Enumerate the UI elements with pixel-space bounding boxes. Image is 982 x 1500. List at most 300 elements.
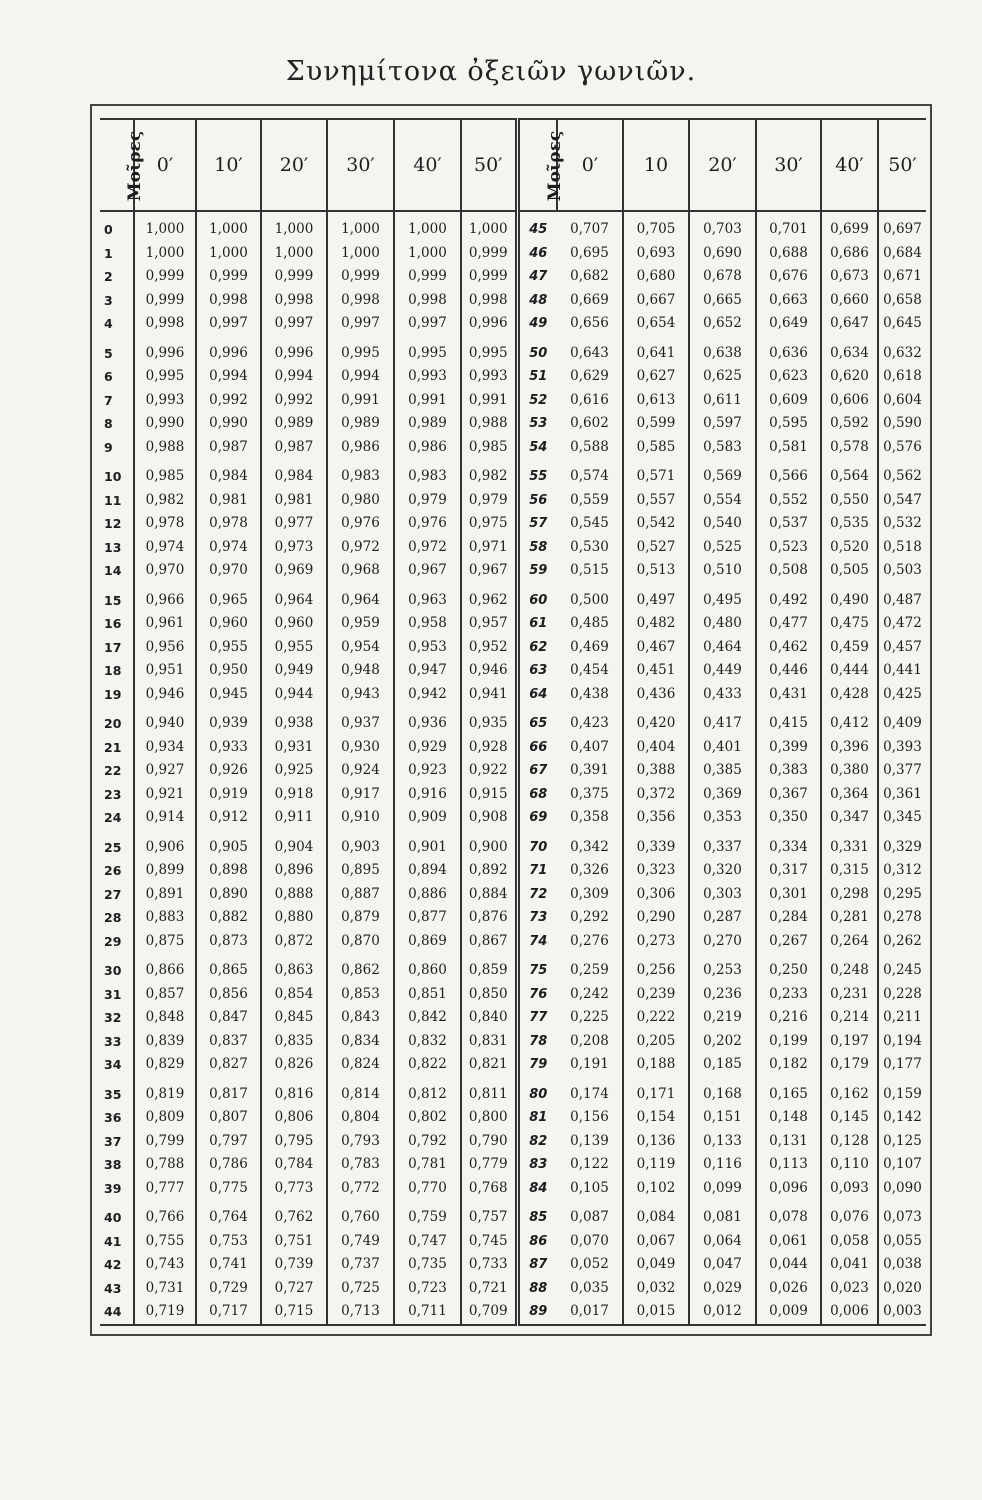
value-cell: 0,800 bbox=[461, 1106, 517, 1130]
value-cell: 0,364 bbox=[821, 783, 878, 807]
value-cell: 0,073 bbox=[878, 1200, 926, 1230]
value-cell: 0,892 bbox=[461, 859, 517, 883]
value-cell: 0,523 bbox=[756, 536, 821, 560]
degree-cell: 45 bbox=[517, 211, 557, 242]
value-cell: 0,096 bbox=[756, 1177, 821, 1201]
table-row bbox=[100, 512, 926, 536]
value-cell: 0,994 bbox=[327, 365, 394, 389]
value-cell: 0,817 bbox=[196, 1077, 261, 1107]
value-cell: 0,996 bbox=[261, 336, 327, 366]
table-row bbox=[100, 1200, 926, 1230]
minute-header: 20′ bbox=[689, 119, 756, 211]
value-cell: 0,638 bbox=[689, 336, 756, 366]
value-cell: 0,847 bbox=[196, 1006, 261, 1030]
value-cell: 0,690 bbox=[689, 242, 756, 266]
value-cell: 0,087 bbox=[570, 1209, 609, 1225]
degree-cell: 51 bbox=[517, 365, 557, 389]
degree-cell: 11 bbox=[104, 492, 122, 508]
degree-cell: 3 bbox=[104, 292, 113, 308]
value-cell: 0,934 bbox=[134, 736, 196, 760]
value-cell: 0,457 bbox=[878, 636, 926, 660]
value-cell: 0,462 bbox=[756, 636, 821, 660]
degree-cell: 14 bbox=[104, 563, 122, 578]
value-cell: 0,994 bbox=[261, 365, 327, 389]
cosine-table bbox=[100, 118, 926, 1326]
value-cell: 0,613 bbox=[623, 389, 689, 413]
degree-cell: 76 bbox=[517, 983, 557, 1007]
value-cell: 0,965 bbox=[196, 583, 261, 613]
value-cell: 0,900 bbox=[461, 830, 517, 860]
table-row bbox=[100, 1053, 926, 1077]
table-row bbox=[100, 930, 926, 954]
degree-cell: 55 bbox=[517, 459, 557, 489]
value-cell: 0,835 bbox=[261, 1030, 327, 1054]
table-row bbox=[100, 365, 926, 389]
value-cell: 0,464 bbox=[689, 636, 756, 660]
value-cell: 0,903 bbox=[327, 830, 394, 860]
value-cell: 0,656 bbox=[570, 315, 609, 331]
value-cell: 0,886 bbox=[394, 883, 461, 907]
value-cell: 0,845 bbox=[261, 1006, 327, 1030]
value-cell: 0,093 bbox=[821, 1177, 878, 1201]
value-cell: 0,500 bbox=[570, 591, 609, 608]
value-cell: 0,467 bbox=[623, 636, 689, 660]
value-cell: 0,997 bbox=[394, 312, 461, 336]
value-cell: 0,214 bbox=[821, 1006, 878, 1030]
value-cell: 0,930 bbox=[327, 736, 394, 760]
value-cell: 0,550 bbox=[821, 489, 878, 513]
value-cell: 0,569 bbox=[689, 459, 756, 489]
minute-header: 10′ bbox=[196, 119, 261, 211]
value-cell: 0,999 bbox=[461, 242, 517, 266]
value-cell: 0,938 bbox=[261, 706, 327, 736]
value-cell: 0,929 bbox=[394, 736, 461, 760]
value-cell: 0,753 bbox=[196, 1230, 261, 1254]
value-cell: 0,168 bbox=[689, 1077, 756, 1107]
value-cell: 0,020 bbox=[878, 1277, 926, 1301]
degree-cell: 43 bbox=[104, 1280, 122, 1296]
value-cell: 0,510 bbox=[689, 559, 756, 583]
value-cell: 0,997 bbox=[261, 312, 327, 336]
table-row bbox=[100, 389, 926, 413]
value-cell: 0,449 bbox=[689, 659, 756, 683]
value-cell: 0,323 bbox=[623, 859, 689, 883]
value-cell: 0,574 bbox=[570, 468, 609, 484]
value-cell: 0,994 bbox=[196, 365, 261, 389]
value-cell: 0,799 bbox=[134, 1130, 196, 1154]
value-cell: 0,693 bbox=[623, 242, 689, 266]
value-cell: 0,970 bbox=[196, 559, 261, 583]
value-cell: 0,554 bbox=[689, 489, 756, 513]
value-cell: 0,317 bbox=[756, 859, 821, 883]
value-cell: 0,985 bbox=[134, 459, 196, 489]
value-cell: 0,345 bbox=[878, 806, 926, 830]
value-cell: 0,281 bbox=[821, 906, 878, 930]
value-cell: 0,980 bbox=[327, 489, 394, 513]
value-cell: 0,383 bbox=[756, 759, 821, 783]
value-cell: 0,960 bbox=[196, 612, 261, 636]
value-cell: 0,948 bbox=[327, 659, 394, 683]
value-cell: 0,652 bbox=[689, 312, 756, 336]
value-cell: 0,896 bbox=[261, 859, 327, 883]
value-cell: 0,995 bbox=[134, 365, 196, 389]
value-cell: 0,222 bbox=[623, 1006, 689, 1030]
degree-cell: 80 bbox=[517, 1077, 557, 1107]
header-row bbox=[100, 119, 926, 211]
value-cell: 0,966 bbox=[134, 583, 196, 613]
value-cell: 0,901 bbox=[394, 830, 461, 860]
degree-cell: 26 bbox=[104, 863, 122, 878]
value-cell: 0,520 bbox=[821, 536, 878, 560]
value-cell: 0,857 bbox=[134, 983, 196, 1007]
value-cell: 0,955 bbox=[196, 636, 261, 660]
value-cell: 0,559 bbox=[570, 491, 609, 508]
value-cell: 0,824 bbox=[327, 1053, 394, 1077]
value-cell: 0,866 bbox=[134, 953, 196, 983]
value-cell: 0,571 bbox=[623, 459, 689, 489]
degree-cell: 38 bbox=[104, 1157, 122, 1172]
value-cell: 0,872 bbox=[261, 930, 327, 954]
value-cell: 0,177 bbox=[878, 1053, 926, 1077]
value-cell: 0,961 bbox=[134, 612, 196, 636]
value-cell: 0,044 bbox=[756, 1253, 821, 1277]
value-cell: 0,219 bbox=[689, 1006, 756, 1030]
value-cell: 0,786 bbox=[196, 1153, 261, 1177]
table-row bbox=[100, 830, 926, 860]
value-cell: 0,989 bbox=[327, 412, 394, 436]
value-cell: 0,831 bbox=[461, 1030, 517, 1054]
value-cell: 0,995 bbox=[327, 336, 394, 366]
value-cell: 0,762 bbox=[261, 1200, 327, 1230]
value-cell: 0,125 bbox=[878, 1130, 926, 1154]
degree-cell: 68 bbox=[517, 783, 557, 807]
value-cell: 0,867 bbox=[461, 930, 517, 954]
value-cell: 0,697 bbox=[878, 211, 926, 242]
value-cell: 0,737 bbox=[327, 1253, 394, 1277]
value-cell: 0,770 bbox=[394, 1177, 461, 1201]
value-cell: 1,000 bbox=[461, 211, 517, 242]
degree-cell: 52 bbox=[517, 389, 557, 413]
value-cell: 0,006 bbox=[821, 1300, 878, 1325]
value-cell: 0,128 bbox=[821, 1130, 878, 1154]
value-cell: 0,745 bbox=[461, 1230, 517, 1254]
value-cell: 0,154 bbox=[623, 1106, 689, 1130]
degree-cell: 30 bbox=[104, 963, 122, 978]
value-cell: 0,992 bbox=[196, 389, 261, 413]
value-cell: 0,326 bbox=[570, 862, 609, 878]
value-cell: 0,998 bbox=[196, 289, 261, 313]
value-cell: 0,273 bbox=[623, 930, 689, 954]
value-cell: 0,295 bbox=[878, 883, 926, 907]
table-row bbox=[100, 559, 926, 583]
degree-cell: 89 bbox=[517, 1300, 557, 1325]
value-cell: 0,064 bbox=[689, 1230, 756, 1254]
value-cell: 0,999 bbox=[196, 265, 261, 289]
value-cell: 0,331 bbox=[821, 830, 878, 860]
value-cell: 0,583 bbox=[689, 436, 756, 460]
value-cell: 0,953 bbox=[394, 636, 461, 660]
degree-cell: 4 bbox=[104, 316, 113, 331]
value-cell: 0,671 bbox=[878, 265, 926, 289]
table-row bbox=[100, 1106, 926, 1130]
value-cell: 0,284 bbox=[756, 906, 821, 930]
table-row bbox=[100, 436, 926, 460]
value-cell: 0,428 bbox=[821, 683, 878, 707]
degree-cell: 61 bbox=[517, 612, 557, 636]
value-cell: 0,797 bbox=[196, 1130, 261, 1154]
value-cell: 0,372 bbox=[623, 783, 689, 807]
value-cell: 0,105 bbox=[570, 1179, 609, 1196]
value-cell: 0,599 bbox=[623, 412, 689, 436]
value-cell: 0,880 bbox=[261, 906, 327, 930]
degree-cell: 19 bbox=[104, 686, 122, 702]
value-cell: 0,952 bbox=[461, 636, 517, 660]
value-cell: 0,233 bbox=[756, 983, 821, 1007]
table-row bbox=[100, 683, 926, 707]
value-cell: 0,978 bbox=[196, 512, 261, 536]
value-cell: 0,602 bbox=[570, 415, 609, 431]
table-row bbox=[100, 759, 926, 783]
value-cell: 0,908 bbox=[461, 806, 517, 830]
value-cell: 1,000 bbox=[196, 211, 261, 242]
value-cell: 0,910 bbox=[327, 806, 394, 830]
value-cell: 0,839 bbox=[134, 1030, 196, 1054]
value-cell: 0,391 bbox=[570, 762, 609, 778]
value-cell: 0,678 bbox=[689, 265, 756, 289]
value-cell: 0,982 bbox=[461, 459, 517, 489]
degree-cell: 7 bbox=[104, 392, 113, 408]
degree-cell: 46 bbox=[517, 242, 557, 266]
value-cell: 0,530 bbox=[570, 538, 609, 555]
degree-cell: 47 bbox=[517, 265, 557, 289]
value-cell: 0,919 bbox=[196, 783, 261, 807]
value-cell: 0,788 bbox=[134, 1153, 196, 1177]
value-cell: 0,972 bbox=[394, 536, 461, 560]
value-cell: 0,853 bbox=[327, 983, 394, 1007]
value-cell: 1,000 bbox=[134, 211, 196, 242]
value-cell: 0,409 bbox=[878, 706, 926, 736]
value-cell: 0,508 bbox=[756, 559, 821, 583]
value-cell: 0,361 bbox=[878, 783, 926, 807]
degrees-header-label: Μοῖρες bbox=[544, 130, 565, 202]
table-row bbox=[100, 1006, 926, 1030]
degree-cell: 63 bbox=[517, 659, 557, 683]
table-row bbox=[100, 412, 926, 436]
value-cell: 0,477 bbox=[756, 612, 821, 636]
value-cell: 0,989 bbox=[261, 412, 327, 436]
value-cell: 0,834 bbox=[327, 1030, 394, 1054]
value-cell: 0,047 bbox=[689, 1253, 756, 1277]
value-cell: 0,270 bbox=[689, 930, 756, 954]
value-cell: 0,972 bbox=[327, 536, 394, 560]
value-cell: 0,654 bbox=[623, 312, 689, 336]
value-cell: 0,537 bbox=[756, 512, 821, 536]
table-row bbox=[100, 859, 926, 883]
value-cell: 0,139 bbox=[570, 1132, 609, 1149]
value-cell: 0,906 bbox=[134, 830, 196, 860]
value-cell: 0,250 bbox=[756, 953, 821, 983]
value-cell: 0,412 bbox=[821, 706, 878, 736]
value-cell: 0,620 bbox=[821, 365, 878, 389]
value-cell: 0,999 bbox=[394, 265, 461, 289]
value-cell: 0,469 bbox=[570, 638, 609, 655]
value-cell: 0,981 bbox=[196, 489, 261, 513]
value-cell: 0,899 bbox=[134, 859, 196, 883]
value-cell: 0,955 bbox=[261, 636, 327, 660]
value-cell: 0,859 bbox=[461, 953, 517, 983]
value-cell: 0,191 bbox=[570, 1056, 609, 1072]
degree-cell: 8 bbox=[104, 416, 113, 431]
value-cell: 0,792 bbox=[394, 1130, 461, 1154]
value-cell: 0,165 bbox=[756, 1077, 821, 1107]
value-cell: 0,665 bbox=[689, 289, 756, 313]
value-cell: 0,420 bbox=[623, 706, 689, 736]
degree-cell: 40 bbox=[104, 1210, 122, 1225]
value-cell: 0,917 bbox=[327, 783, 394, 807]
value-cell: 0,757 bbox=[461, 1200, 517, 1230]
value-cell: 0,145 bbox=[821, 1106, 878, 1130]
value-cell: 0,356 bbox=[623, 806, 689, 830]
value-cell: 0,627 bbox=[623, 365, 689, 389]
degree-cell: 23 bbox=[104, 786, 122, 802]
minute-header: 30′ bbox=[756, 119, 821, 211]
value-cell: 0,942 bbox=[394, 683, 461, 707]
value-cell: 0,611 bbox=[689, 389, 756, 413]
value-cell: 0,749 bbox=[327, 1230, 394, 1254]
value-cell: 0,625 bbox=[689, 365, 756, 389]
value-cell: 0,956 bbox=[134, 636, 196, 660]
value-cell: 0,999 bbox=[261, 265, 327, 289]
value-cell: 0,890 bbox=[196, 883, 261, 907]
value-cell: 0,099 bbox=[689, 1177, 756, 1201]
degree-cell: 27 bbox=[104, 886, 122, 902]
value-cell: 0,725 bbox=[327, 1277, 394, 1301]
value-cell: 0,695 bbox=[570, 244, 609, 261]
value-cell: 0,417 bbox=[689, 706, 756, 736]
table-row bbox=[100, 1130, 926, 1154]
value-cell: 0,162 bbox=[821, 1077, 878, 1107]
value-cell: 0,793 bbox=[327, 1130, 394, 1154]
value-cell: 0,856 bbox=[196, 983, 261, 1007]
value-cell: 0,862 bbox=[327, 953, 394, 983]
value-cell: 0,735 bbox=[394, 1253, 461, 1277]
value-cell: 0,879 bbox=[327, 906, 394, 930]
value-cell: 0,038 bbox=[878, 1253, 926, 1277]
value-cell: 0,809 bbox=[134, 1106, 196, 1130]
value-cell: 0,912 bbox=[196, 806, 261, 830]
value-cell: 0,156 bbox=[570, 1109, 609, 1125]
value-cell: 0,963 bbox=[394, 583, 461, 613]
value-cell: 0,545 bbox=[570, 515, 609, 531]
value-cell: 0,840 bbox=[461, 1006, 517, 1030]
value-cell: 0,136 bbox=[623, 1130, 689, 1154]
value-cell: 0,358 bbox=[570, 809, 609, 825]
degree-cell: 59 bbox=[517, 559, 557, 583]
value-cell: 0,480 bbox=[689, 612, 756, 636]
degree-cell: 28 bbox=[104, 910, 122, 925]
table-row bbox=[100, 583, 926, 613]
value-cell: 0,986 bbox=[327, 436, 394, 460]
value-cell: 0,729 bbox=[196, 1277, 261, 1301]
value-cell: 0,438 bbox=[570, 685, 609, 702]
value-cell: 0,643 bbox=[570, 344, 609, 361]
value-cell: 0,472 bbox=[878, 612, 926, 636]
degree-cell: 74 bbox=[517, 930, 557, 954]
value-cell: 0,887 bbox=[327, 883, 394, 907]
value-cell: 0,634 bbox=[821, 336, 878, 366]
degree-cell: 29 bbox=[104, 933, 122, 949]
value-cell: 0,804 bbox=[327, 1106, 394, 1130]
degrees-header bbox=[100, 119, 146, 211]
degree-cell: 20 bbox=[104, 716, 122, 731]
table-row bbox=[100, 612, 926, 636]
value-cell: 0,515 bbox=[570, 562, 609, 578]
value-cell: 0,216 bbox=[756, 1006, 821, 1030]
value-cell: 0,159 bbox=[878, 1077, 926, 1107]
value-cell: 0,399 bbox=[756, 736, 821, 760]
degree-cell: 88 bbox=[517, 1277, 557, 1301]
value-cell: 0,996 bbox=[196, 336, 261, 366]
value-cell: 0,979 bbox=[394, 489, 461, 513]
table-row bbox=[100, 1230, 926, 1254]
degree-cell: 83 bbox=[517, 1153, 557, 1177]
degree-cell: 5 bbox=[104, 345, 113, 361]
degree-cell: 72 bbox=[517, 883, 557, 907]
value-cell: 0,396 bbox=[821, 736, 878, 760]
value-cell: 0,959 bbox=[327, 612, 394, 636]
value-cell: 0,999 bbox=[134, 289, 196, 313]
value-cell: 0,983 bbox=[327, 459, 394, 489]
degree-cell: 79 bbox=[517, 1053, 557, 1077]
value-cell: 0,979 bbox=[461, 489, 517, 513]
value-cell: 0,182 bbox=[756, 1053, 821, 1077]
degree-cell: 70 bbox=[517, 830, 557, 860]
value-cell: 0,015 bbox=[623, 1300, 689, 1325]
value-cell: 0,760 bbox=[327, 1200, 394, 1230]
value-cell: 0,795 bbox=[261, 1130, 327, 1154]
value-cell: 0,709 bbox=[461, 1300, 517, 1325]
value-cell: 0,597 bbox=[689, 412, 756, 436]
value-cell: 0,865 bbox=[196, 953, 261, 983]
value-cell: 0,264 bbox=[821, 930, 878, 954]
value-cell: 0,436 bbox=[623, 683, 689, 707]
degree-cell: 62 bbox=[517, 636, 557, 660]
degree-cell: 73 bbox=[517, 906, 557, 930]
table-row bbox=[100, 536, 926, 560]
value-cell: 0,660 bbox=[821, 289, 878, 313]
value-cell: 0,960 bbox=[261, 612, 327, 636]
value-cell: 0,475 bbox=[821, 612, 878, 636]
table-row bbox=[100, 636, 926, 660]
value-cell: 0,811 bbox=[461, 1077, 517, 1107]
value-cell: 0,991 bbox=[327, 389, 394, 413]
value-cell: 0,347 bbox=[821, 806, 878, 830]
value-cell: 0,939 bbox=[196, 706, 261, 736]
value-cell: 0,918 bbox=[261, 783, 327, 807]
table-row bbox=[100, 459, 926, 489]
table-row bbox=[100, 783, 926, 807]
value-cell: 0,334 bbox=[756, 830, 821, 860]
value-cell: 0,924 bbox=[327, 759, 394, 783]
degree-cell: 13 bbox=[104, 539, 122, 555]
value-cell: 0,446 bbox=[756, 659, 821, 683]
value-cell: 0,719 bbox=[134, 1300, 196, 1325]
value-cell: 0,941 bbox=[461, 683, 517, 707]
value-cell: 0,781 bbox=[394, 1153, 461, 1177]
degree-cell: 10 bbox=[104, 469, 122, 484]
value-cell: 0,527 bbox=[623, 536, 689, 560]
value-cell: 0,017 bbox=[557, 1300, 623, 1325]
